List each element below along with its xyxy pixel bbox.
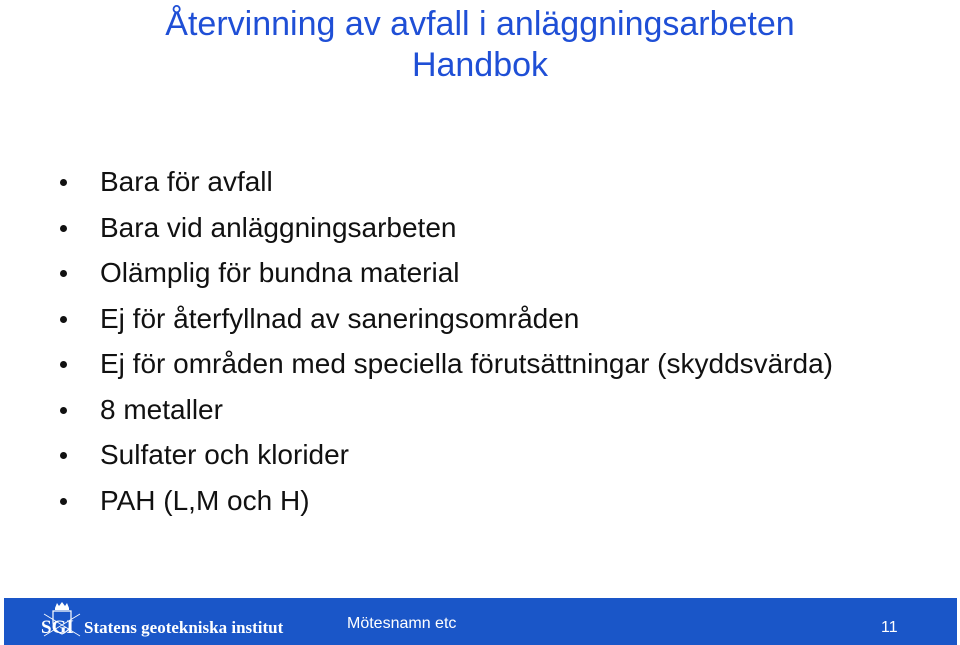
bullet-icon <box>60 225 67 232</box>
logo-text: SGI <box>41 617 74 638</box>
bullet-text: Bara för avfall <box>100 166 273 197</box>
bullet-text: Olämplig för bundna material <box>100 257 460 288</box>
footer-bar <box>4 598 957 645</box>
bullet-item <box>60 434 833 480</box>
bullet-item <box>60 207 833 253</box>
bullet-icon <box>60 316 67 323</box>
bullet-item <box>60 298 833 344</box>
bullet-text: 8 metaller <box>100 393 223 425</box>
slide-title-line-1: Återvinning av avfall i anläggningsarbeten <box>165 5 795 43</box>
page-number: 11 <box>881 619 898 636</box>
slide-title-line-2: Handbok <box>411 46 549 84</box>
bullet-item <box>60 480 833 526</box>
slide-title <box>0 4 960 86</box>
organization-name: Statens geotekniska institut <box>84 618 284 637</box>
bullet-text: PAH (L,M och H) <box>100 484 310 516</box>
meeting-name: Mötesnamn etc <box>347 615 457 632</box>
bullet-icon <box>60 407 67 414</box>
bullet-text: Ej för områden med speciella förutsättningar (skyddsvärda) <box>100 348 834 379</box>
sgi-logo-icon <box>40 600 84 642</box>
bullet-text: Sulfater och klorider <box>100 439 350 470</box>
bullet-text: Ej för återfyllnad av saneringsområden <box>100 302 580 334</box>
bullet-icon <box>60 452 67 459</box>
bullet-icon <box>60 270 67 277</box>
bullet-icon <box>60 361 67 368</box>
bullet-item <box>60 161 833 207</box>
bullet-icon <box>60 179 67 186</box>
bullet-text: Bara vid anläggningsarbeten <box>100 211 457 243</box>
bullet-item <box>60 389 833 435</box>
bullet-icon <box>60 498 67 505</box>
bullet-item <box>60 343 833 389</box>
bullet-item <box>60 252 833 298</box>
bullet-list <box>60 161 833 525</box>
